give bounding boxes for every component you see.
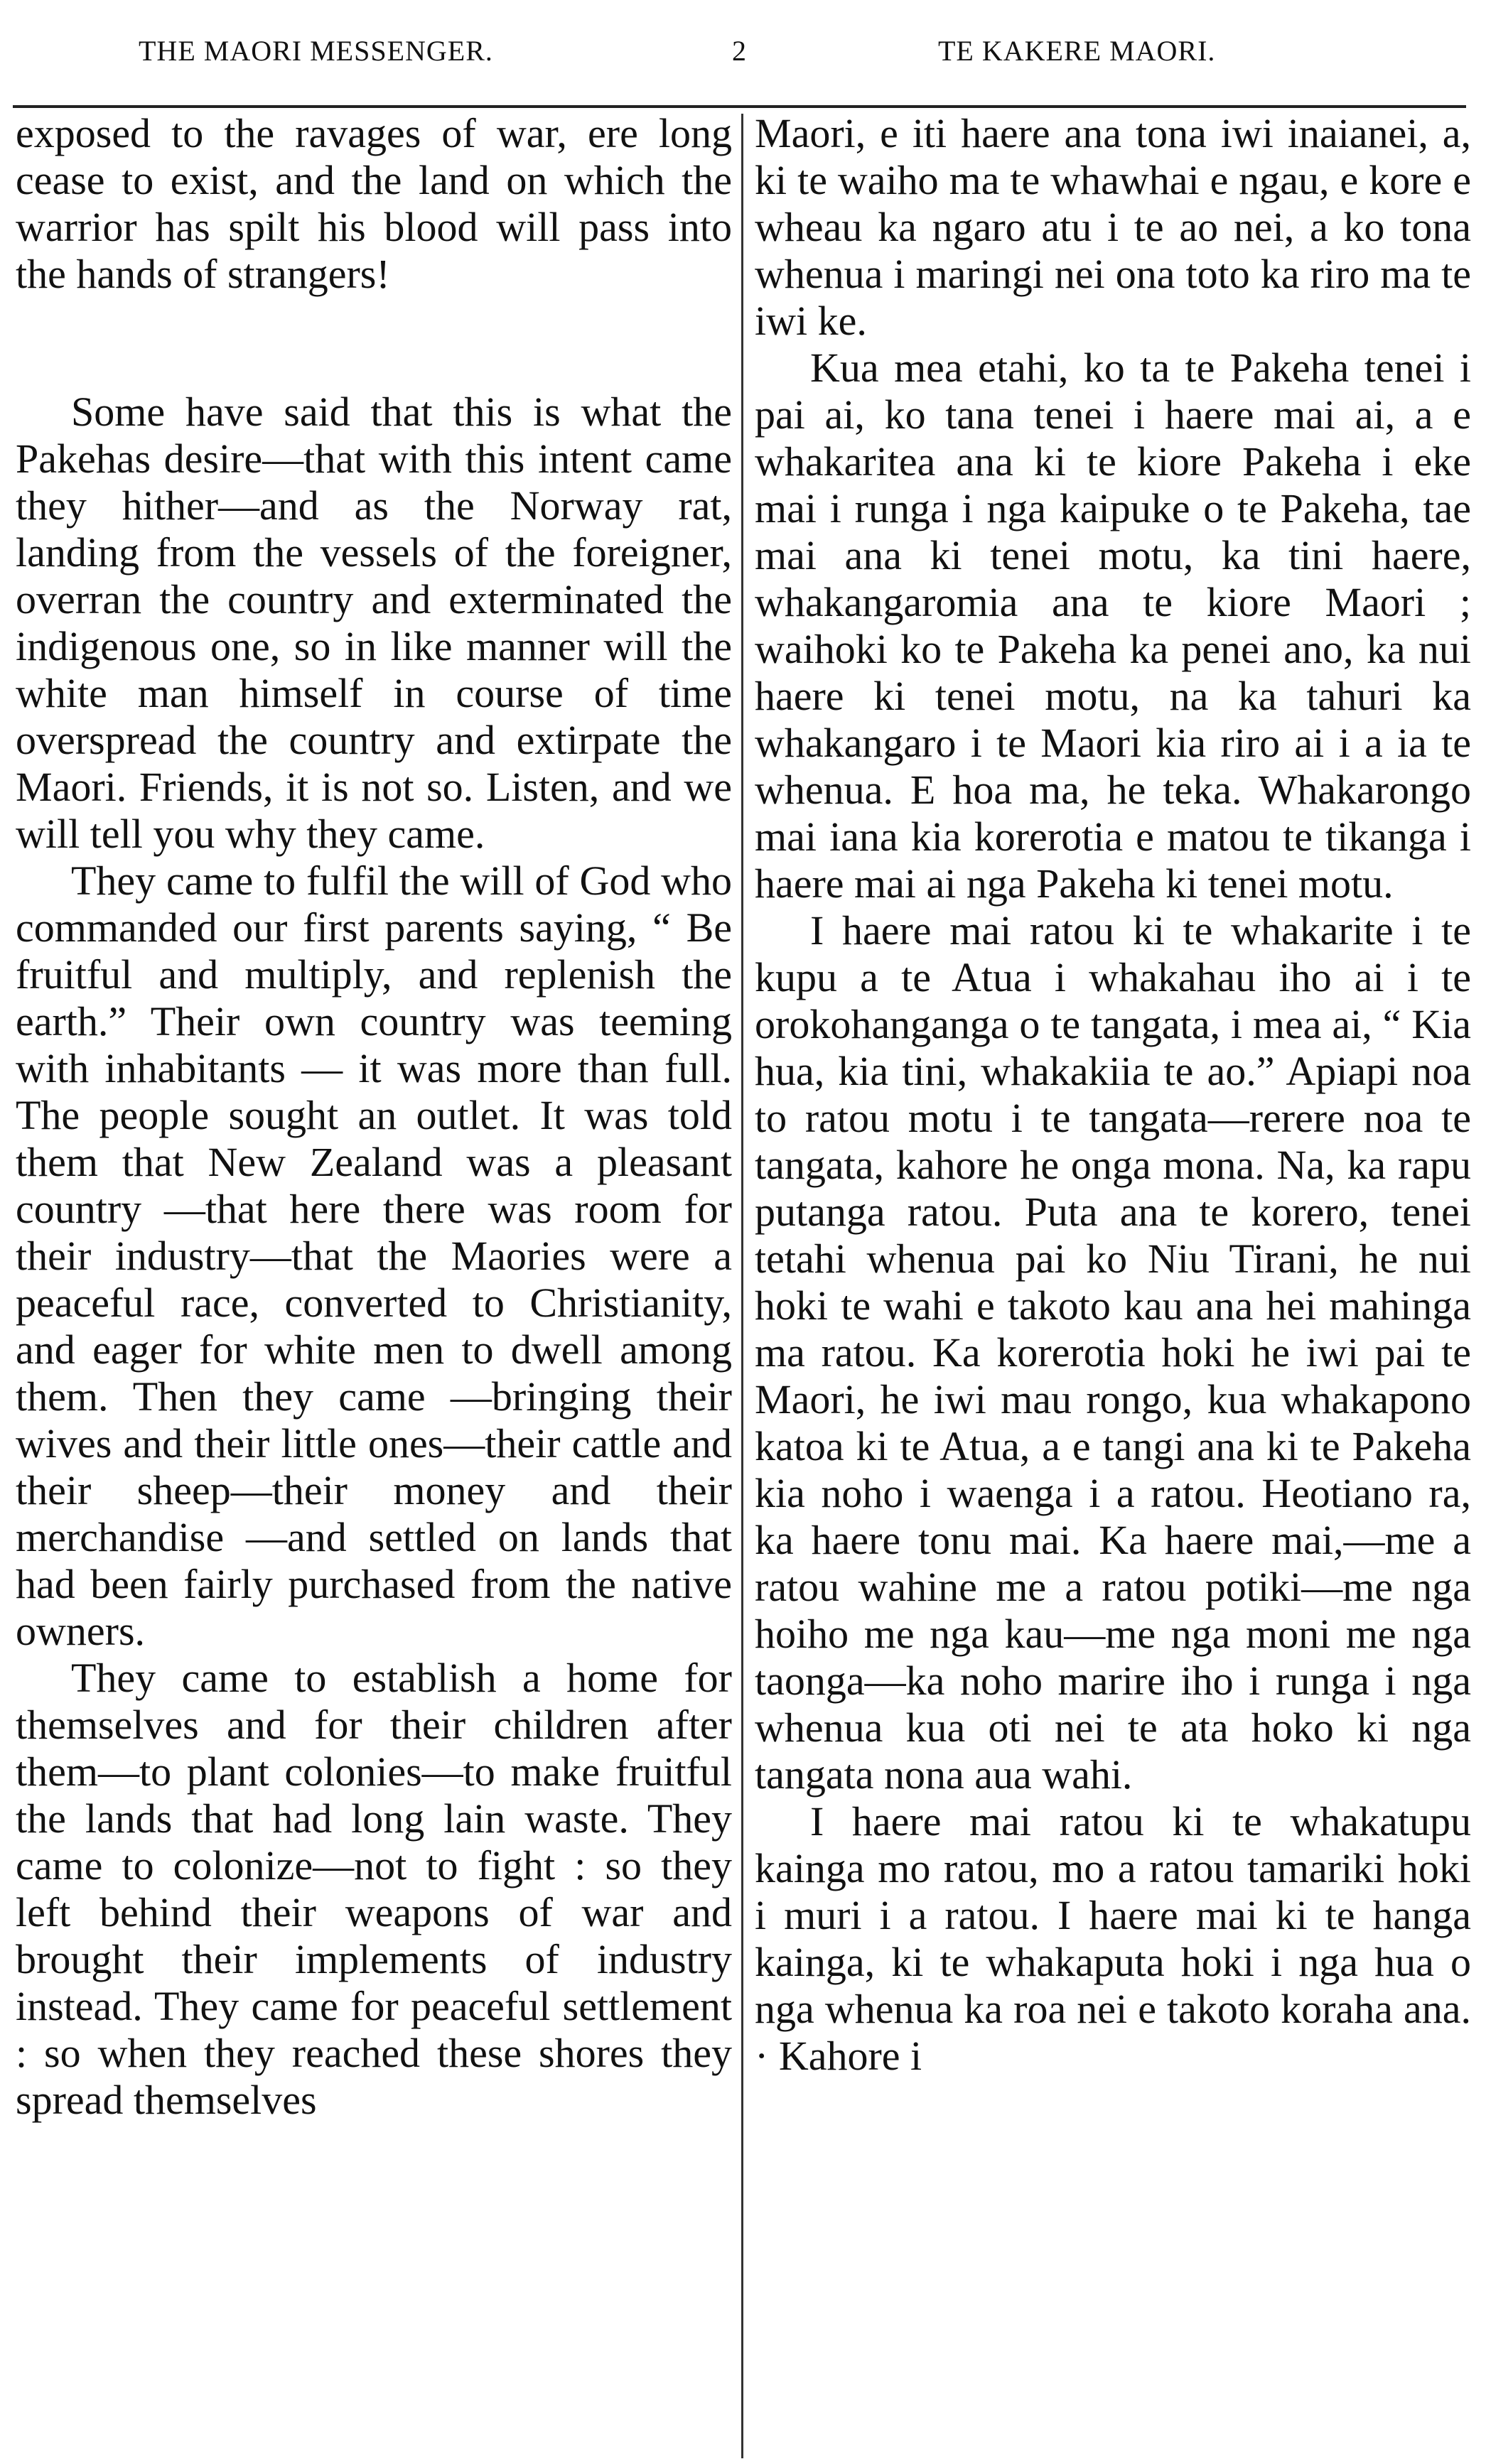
english-column bbox=[16, 110, 732, 2455]
maori-title: TE KAKERE MAORI. bbox=[938, 35, 1216, 67]
running-head bbox=[0, 21, 1486, 85]
maori-column bbox=[755, 110, 1471, 2455]
header-rule bbox=[13, 105, 1466, 108]
maori-paragraph: Maori, e iti haere ana tona iwi inaianei, a, ki te waiho ma te whawhai e ngau, e kore e wheau ka ngaro atu i te ao nei, a ko tona whenua i maringi nei ona toto ka riro ma te iwi ke. bbox=[755, 110, 1471, 344]
english-paragraph: exposed to the ravages of war, ere long cease to exist, and the land on which the warrior has spilt his blood will pass into the hands of strangers! bbox=[16, 110, 732, 297]
column-divider bbox=[741, 114, 743, 2458]
english-paragraph: They came to fulfil the will of God who commanded our first parents saying, “ Be fruitful and multiply, and replenish the earth.” Their own country was teeming with inhabitants — it was more than full. The people sought an outlet. It was told them that New Zealand was a pleasant country —that here there was room for their industry—that the Maories were a peaceful race, converted to Christianity, and eager for white men to dwell among them. Then they came —bringing their wives and their little ones—their cattle and their sheep—their money and their merchandise —and settled on lands that had been fairly purchased from the native owners. bbox=[16, 858, 732, 1654]
english-paragraph: They came to establish a home for themselves and for their children after them—to plant colonies—to make fruitful the lands that had long lain waste. They came to colonize—not to fight : so they left behind their weapons of war and brought their implements of industry instead. They came for peaceful settlement : so when they reached these shores they spread themselves bbox=[16, 1655, 732, 2123]
maori-paragraph: I haere mai ratou ki te whakarite i te kupu a te Atua i whakahau iho ai i te orokohanganga o te tangata, i mea ai, “ Kia hua, kia tini, whakakiia te ao.” Apiapi noa to ratou motu i te tangata—rerere noa te tangata, kahore he onga mona. Na, ka rapu putanga ratou. Puta ana te korero, tenei tetahi whenua pai ko Niu Tirani, he nui hoki te wahi e takoto kau ana hei mahinga ma ratou. Ka korerotia hoki he iwi pai te Maori, he iwi mau rongo, kua whakapono katoa ki te Atua, a e tangi ana ki te Pakeha kia noho i waenga i a ratou. Heotiano ra, ka haere tonu mai. Ka haere mai,—me a ratou wahine me a ratou potiki—me nga hoiho me nga kau—me nga moni me nga taonga—ka noho marire iho i runga i nga whenua kua oti nei te ata hoko ki nga tangata nona aua wahi. bbox=[755, 907, 1471, 1798]
english-paragraph: Some have said that this is what the Pakehas desire—that with this intent came they hither—and as the Norway rat, landing from the vessels of the foreigner, overran the country and exterminated the indigenous one, so in like manner will the white man himself in course of time overspread the country and extirpate the Maori. Friends, it is not so. Listen, and we will tell you why they came. bbox=[16, 389, 732, 857]
maori-paragraph: Kua mea etahi, ko ta te Pakeha tenei i pai ai, ko tana tenei i haere mai ai, a e whakaritea ana ki te kiore Pakeha i eke mai i runga i nga kaipuke o te Pakeha, tae mai ana ki tenei motu, ka tini haere, whakangaromia ana te kiore Maori ; waihoki ko te Pakeha ka penei ano, ka nui haere ki tenei motu, na ka tahuri ka whakangaro i te Maori kia riro ai i a ia te whenua. E hoa ma, he teka. Whakarongo mai iana kia korerotia e matou te tikanga i haere mai ai nga Pakeha ki tenei motu. bbox=[755, 345, 1471, 907]
english-title: THE MAORI MESSENGER. bbox=[139, 35, 493, 67]
paragraph-gap bbox=[16, 298, 732, 389]
maori-paragraph: I haere mai ratou ki te whakatupu kainga mo ratou, mo a ratou tamariki hoki i muri i a ratou. I haere mai ki te hanga kainga, ki te whakaputa hoki i nga hua o nga whenua ka roa nei e takoto koraha ana. · Kahore i bbox=[755, 1798, 1471, 2079]
page-number: 2 bbox=[732, 35, 747, 67]
